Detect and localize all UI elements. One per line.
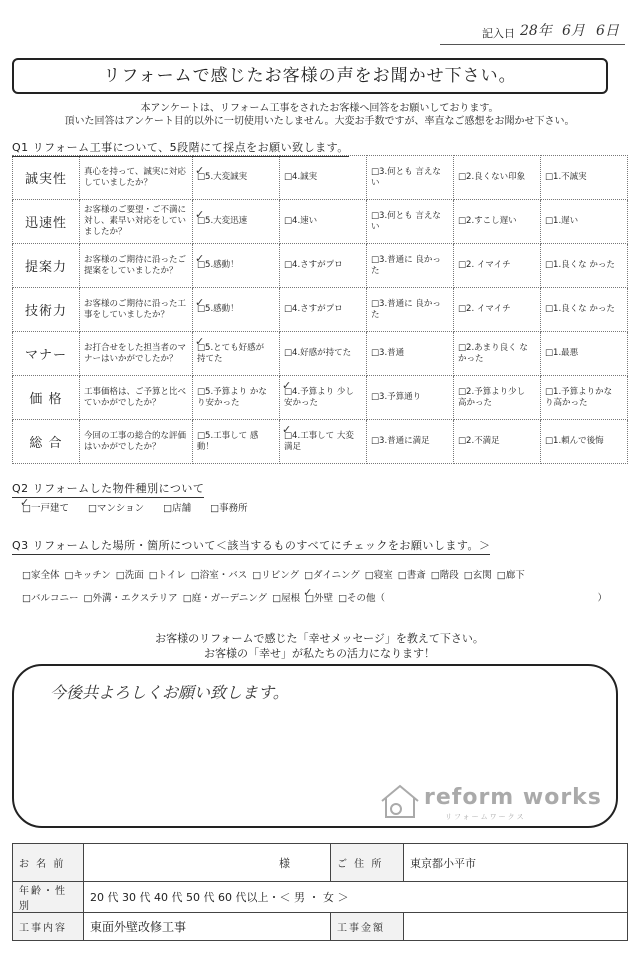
work-label: 工事内容 bbox=[13, 913, 84, 941]
q3-option[interactable]: □廊下 bbox=[496, 570, 525, 581]
q1-option[interactable] bbox=[367, 288, 454, 332]
q3-option[interactable]: □バルコニー bbox=[22, 593, 79, 604]
q3-option[interactable]: □外溝・エクステリア bbox=[83, 593, 178, 604]
q1-option[interactable] bbox=[280, 288, 367, 332]
q2-option-mansion[interactable]: □マンション bbox=[88, 503, 145, 514]
q1-option-label: □5.工事して 感動！ bbox=[197, 430, 259, 452]
q1-option[interactable] bbox=[541, 156, 628, 200]
q3-option[interactable]: ） bbox=[597, 593, 607, 604]
q1-option-label: □3.普通に 良かった bbox=[371, 298, 441, 320]
date-day: 6日 bbox=[596, 23, 619, 39]
q3-option[interactable]: □キッチン bbox=[64, 570, 111, 581]
q2-option-detached[interactable]: □一戸建て ✓ bbox=[22, 503, 69, 514]
logo-text: reform works bbox=[424, 785, 602, 810]
q3-options-line-2 bbox=[22, 590, 612, 604]
q3-options-line-1 bbox=[22, 567, 530, 581]
q1-option-label: □3.何とも 言えない bbox=[371, 210, 441, 232]
q1-option-label: □2.予算より少し 高かった bbox=[458, 386, 526, 408]
q1-option-label: □3.普通に満足 bbox=[371, 436, 430, 446]
q1-option[interactable] bbox=[193, 156, 280, 200]
date-year: 28年 bbox=[520, 23, 552, 39]
q1-option-label: □3.普通に 良かった bbox=[371, 254, 441, 276]
q1-option-label: □2.あまり良く なかった bbox=[458, 342, 528, 364]
q1-option-label: □5.とても好感が 持てた ✓ bbox=[197, 343, 264, 364]
q3-option[interactable]: □書斎 bbox=[397, 570, 426, 581]
logo-subtext: リフォームワークス bbox=[445, 813, 526, 821]
age-label: 年齢・性別 bbox=[13, 882, 84, 913]
q1-row bbox=[13, 244, 628, 288]
q3-option[interactable]: □トイレ bbox=[148, 570, 186, 581]
q1-option[interactable] bbox=[280, 420, 367, 464]
q1-option[interactable] bbox=[367, 420, 454, 464]
q1-option[interactable] bbox=[193, 376, 280, 420]
q2-options bbox=[22, 500, 264, 514]
q3-option[interactable]: □寝室 bbox=[364, 570, 393, 581]
q1-category: 迅速性 bbox=[13, 200, 80, 244]
q3-option[interactable]: □屋根 bbox=[272, 593, 301, 604]
q1-option[interactable] bbox=[541, 420, 628, 464]
q1-option-label: □2.良くない印象 bbox=[458, 172, 526, 182]
q2-option-office[interactable]: □事務所 bbox=[210, 503, 248, 514]
q1-option[interactable] bbox=[193, 288, 280, 332]
amount-field[interactable] bbox=[404, 913, 628, 941]
handwritten-message: 今後共よろしくお願い致します。 bbox=[50, 683, 289, 702]
q1-option[interactable] bbox=[541, 376, 628, 420]
q1-option-label: □2.すこし遅い bbox=[458, 216, 517, 226]
q1-option[interactable] bbox=[367, 244, 454, 288]
q1-option-label: □1.不誠実 bbox=[545, 172, 587, 182]
q1-option[interactable] bbox=[367, 200, 454, 244]
q1-option[interactable] bbox=[541, 288, 628, 332]
q1-row bbox=[13, 156, 628, 200]
q1-table bbox=[12, 155, 628, 464]
q1-row bbox=[13, 200, 628, 244]
q1-option-label: □3.何とも 言えない bbox=[371, 166, 441, 188]
q3-option[interactable]: □リビング bbox=[252, 570, 300, 581]
q1-category: 技術力 bbox=[13, 288, 80, 332]
q1-question: お客様のご要望・ご不満に対し、素早い対応をしていましたか？ bbox=[80, 200, 193, 244]
q1-category: 価 格 bbox=[13, 376, 80, 420]
date-label: 記入日 bbox=[482, 27, 515, 40]
q1-question: 真心を持って、誠実に対応していましたか？ bbox=[80, 156, 193, 200]
q3-option[interactable]: □庭・ガーデニング bbox=[182, 593, 268, 604]
q2-option-store[interactable]: □店舗 bbox=[163, 503, 192, 514]
name-label: お 名 前 bbox=[13, 844, 84, 882]
q3-option[interactable]: □浴室・バス bbox=[190, 570, 248, 581]
q1-option-label: □5.大変誠実 ✓ bbox=[197, 172, 247, 182]
work-field[interactable]: 東面外壁改修工事 bbox=[84, 913, 331, 941]
q1-option-label: □3.予算通り bbox=[371, 392, 422, 402]
q1-option-label: □1.予算よりかな り高かった bbox=[545, 386, 613, 408]
q1-option[interactable] bbox=[280, 332, 367, 376]
date-entry bbox=[440, 22, 625, 45]
q1-option[interactable] bbox=[280, 156, 367, 200]
q1-option[interactable] bbox=[454, 200, 541, 244]
customer-info-table bbox=[12, 843, 628, 941]
q1-option-label: □1.良くな かった bbox=[545, 304, 615, 314]
intro-line-1: 本アンケートは、リフォーム工事をされたお客様へ回答をお願いしております。 bbox=[140, 103, 499, 114]
q1-option[interactable] bbox=[193, 332, 280, 376]
q1-category: マナー bbox=[13, 332, 80, 376]
q3-title: Q3 リフォームした場所・箇所について＜該当するものすべてにチェックをお願いします。＞ bbox=[12, 537, 490, 555]
q1-option-label: □4.さすがプロ bbox=[284, 304, 343, 314]
house-logo-icon bbox=[380, 783, 420, 819]
q1-option-label: □5.感動！ ✓ bbox=[197, 260, 239, 270]
q1-option[interactable] bbox=[541, 244, 628, 288]
q1-option[interactable] bbox=[280, 200, 367, 244]
q3-option[interactable]: □その他（ bbox=[338, 593, 386, 604]
q1-option[interactable] bbox=[193, 200, 280, 244]
q1-option[interactable] bbox=[193, 244, 280, 288]
q1-option[interactable] bbox=[454, 244, 541, 288]
q1-question: お客様のご期待に沿った工事をしていましたか？ bbox=[80, 288, 193, 332]
name-suffix: 様 bbox=[279, 856, 290, 870]
q1-option-label: □1.頼んで後悔 bbox=[545, 436, 604, 446]
q1-category: 誠実性 bbox=[13, 156, 80, 200]
q1-option[interactable] bbox=[367, 376, 454, 420]
address-label: ご 住 所 bbox=[331, 844, 404, 882]
survey-title: リフォームで感じたお客様の声をお聞かせ下さい。 bbox=[12, 58, 608, 94]
q3-option[interactable]: □階段 bbox=[430, 570, 459, 581]
q1-option[interactable] bbox=[193, 420, 280, 464]
q1-option[interactable] bbox=[280, 376, 367, 420]
q1-option-label: □4.誠実 bbox=[284, 172, 318, 182]
q1-row bbox=[13, 376, 628, 420]
q1-option-label: □2. イマイチ bbox=[458, 304, 511, 314]
q1-option-label: □4.予算より 少し安かった ✓ bbox=[284, 387, 354, 408]
q1-option-label: □4.工事して 大変満足 ✓ bbox=[284, 431, 354, 452]
q3-option[interactable]: □ダイニング bbox=[304, 570, 360, 581]
message-prompt-1: お客様のリフォームで感じた「幸せメッセージ」を教えて下さい。 bbox=[155, 632, 484, 645]
q1-option-label: □5.予算より かなり安かった bbox=[197, 386, 267, 408]
q1-option-label: □3.普通 bbox=[371, 348, 405, 358]
q1-question: お客様のご期待に沿ったご提案をしていましたか？ bbox=[80, 244, 193, 288]
q3-option[interactable]: □家全体 bbox=[22, 570, 60, 581]
q1-option[interactable] bbox=[541, 200, 628, 244]
q1-option-label: □2. イマイチ bbox=[458, 260, 511, 270]
q1-question: お打合せをした担当者のマナーはいかがでしたか？ bbox=[80, 332, 193, 376]
q1-option[interactable] bbox=[454, 420, 541, 464]
date-month: 6月 bbox=[562, 23, 585, 39]
q1-option[interactable] bbox=[367, 332, 454, 376]
q1-option-label: □1.良くな かった bbox=[545, 260, 615, 270]
q1-option[interactable] bbox=[454, 332, 541, 376]
amount-label: 工事金額 bbox=[331, 913, 404, 941]
q1-option-label: □1.遅い bbox=[545, 216, 579, 226]
age-options[interactable]: 20 代 30 代 40 代 50 代 60 代以上・＜ 男 ・ 女 ＞ bbox=[84, 882, 628, 913]
message-prompt-2: お客様の「幸せ」が私たちの活力になります！ bbox=[204, 647, 435, 660]
q1-option-label: □4.好感が持てた bbox=[284, 348, 352, 358]
q1-category: 提案力 bbox=[13, 244, 80, 288]
intro-line-2: 頂いた回答はアンケート目的以外に一切使用いたしません。大変お手数ですが、率直なご感想をお聞かせ下さい。 bbox=[64, 116, 575, 127]
address-field[interactable]: 東京都小平市 bbox=[404, 844, 628, 882]
q1-option[interactable] bbox=[454, 288, 541, 332]
name-field[interactable] bbox=[84, 844, 331, 882]
q1-category: 総 合 bbox=[13, 420, 80, 464]
q3-option[interactable]: □外壁 ✓ bbox=[305, 593, 333, 604]
q1-row bbox=[13, 288, 628, 332]
q1-option-label: □1.最悪 bbox=[545, 348, 579, 358]
q1-title: Q1 リフォーム工事について、5段階にて採点をお願い致します。 bbox=[12, 139, 349, 157]
q1-question: 今回の工事の総合的な評価はいかがでしたか？ bbox=[80, 420, 193, 464]
q1-option-label: □4.速い bbox=[284, 216, 318, 226]
q1-option[interactable] bbox=[454, 156, 541, 200]
q1-row bbox=[13, 420, 628, 464]
q1-option-label: □5.感動！ ✓ bbox=[197, 304, 239, 314]
q1-option[interactable] bbox=[454, 376, 541, 420]
q3-option[interactable]: □洗面 bbox=[115, 570, 144, 581]
q2-title: Q2 リフォームした物件種別について bbox=[12, 480, 204, 498]
q1-option[interactable] bbox=[280, 244, 367, 288]
q1-question: 工事価格は、ご予算と比べていかがでしたか？ bbox=[80, 376, 193, 420]
q3-option[interactable]: □玄関 bbox=[463, 570, 492, 581]
q1-row bbox=[13, 332, 628, 376]
q1-option[interactable] bbox=[367, 156, 454, 200]
q1-option-label: □2.不満足 bbox=[458, 436, 500, 446]
q1-option-label: □4.さすがプロ bbox=[284, 260, 343, 270]
q1-option-label: □5.大変迅速 ✓ bbox=[197, 216, 247, 226]
q1-option[interactable] bbox=[541, 332, 628, 376]
